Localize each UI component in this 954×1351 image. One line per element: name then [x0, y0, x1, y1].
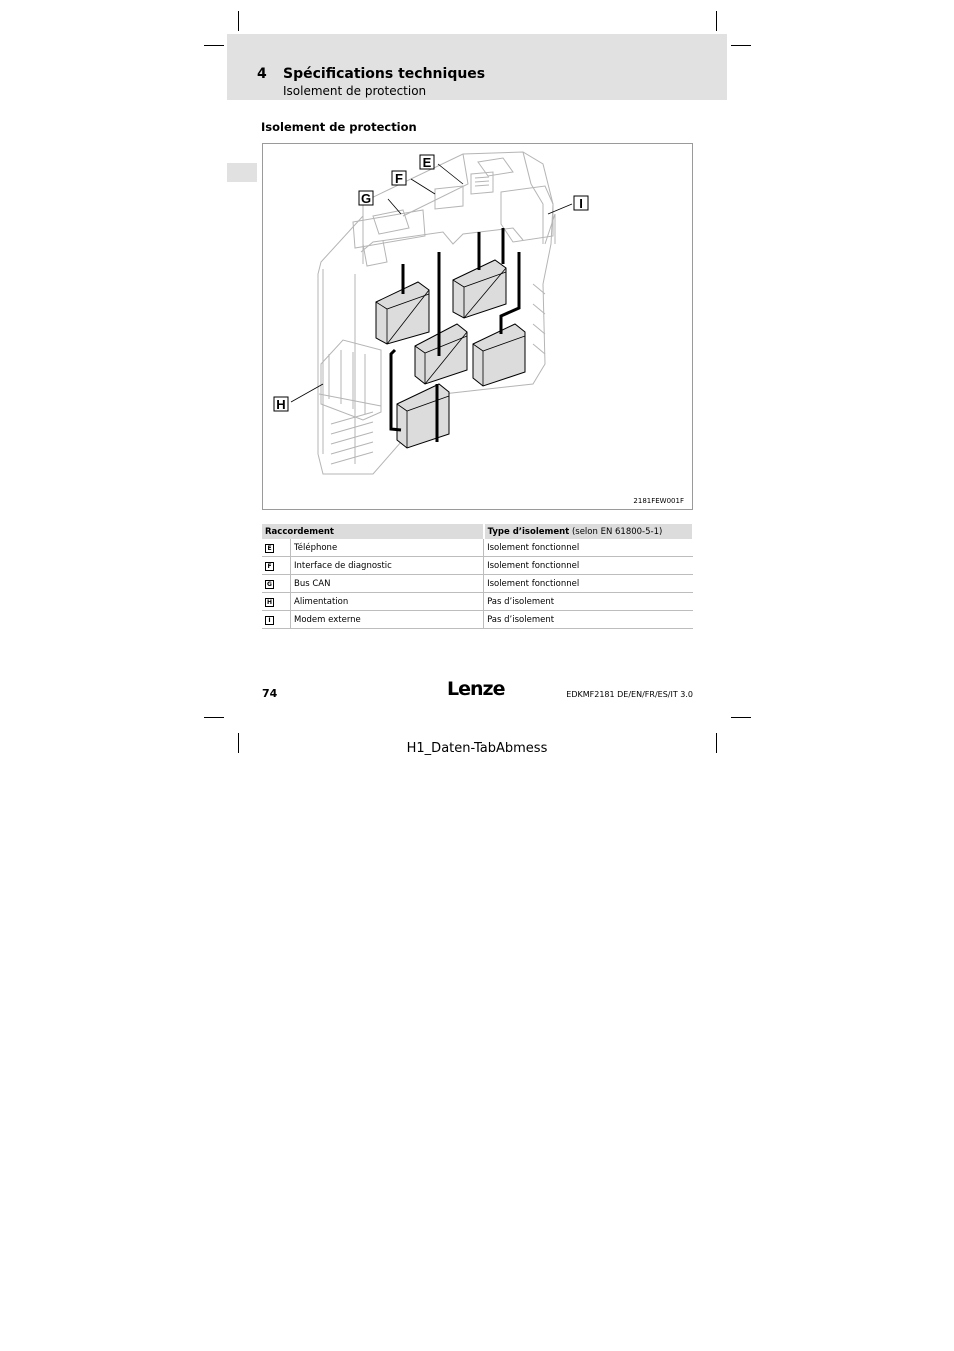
lenze-logo: Lenze [447, 678, 505, 700]
file-label: H1_Daten-TabAbmess [406, 741, 548, 756]
label-G: G [360, 191, 372, 206]
row-isolation-type: Pas d’isolement [484, 611, 693, 629]
device-drawing [263, 144, 694, 511]
row-connection: Modem externe [291, 611, 484, 629]
connection-table [262, 524, 694, 629]
row-isolation-type: Isolement fonctionnel [484, 557, 693, 575]
table-row [262, 557, 693, 575]
crop-mark [204, 717, 224, 718]
page-number: 74 [262, 687, 278, 700]
table-row [262, 575, 693, 593]
table-row [262, 593, 693, 611]
label-F: F [395, 171, 403, 186]
crop-mark [238, 11, 239, 31]
label-I: I [579, 196, 583, 211]
figure-code: 2181FEW001F [633, 497, 684, 505]
header-type-isolement: Type d’isolement (selon EN 61800-5-1) [484, 524, 693, 539]
row-key: E [265, 544, 274, 553]
row-key: F [265, 562, 274, 571]
row-connection: Alimentation [291, 593, 484, 611]
label-E: E [422, 155, 432, 170]
row-key: G [265, 580, 274, 589]
crop-mark [716, 11, 717, 31]
table-row [262, 539, 693, 557]
row-isolation-type: Pas d’isolement [484, 593, 693, 611]
label-H: H [276, 397, 286, 412]
chapter-subtitle: Isolement de protection [283, 84, 427, 98]
table-row [262, 611, 693, 629]
chapter-title: Spécifications techniques [283, 66, 486, 82]
row-connection: Téléphone [291, 539, 484, 557]
row-key: H [266, 598, 273, 606]
crop-mark [731, 717, 751, 718]
side-tab-marker [227, 163, 257, 182]
row-key: I [265, 616, 274, 625]
row-connection: Interface de diagnostic [291, 557, 484, 575]
row-connection: Bus CAN [291, 575, 484, 593]
isolation-figure [262, 143, 693, 510]
section-heading: Isolement de protection [261, 120, 417, 134]
crop-mark [204, 45, 224, 46]
row-isolation-type: Isolement fonctionnel [484, 539, 693, 557]
header-raccordement: Raccordement [262, 524, 484, 539]
chapter-number: 4 [257, 66, 267, 82]
row-isolation-type: Isolement fonctionnel [484, 575, 693, 593]
crop-mark [731, 45, 751, 46]
document-reference: EDKMF2181 DE/EN/FR/ES/IT 3.0 [566, 690, 693, 699]
